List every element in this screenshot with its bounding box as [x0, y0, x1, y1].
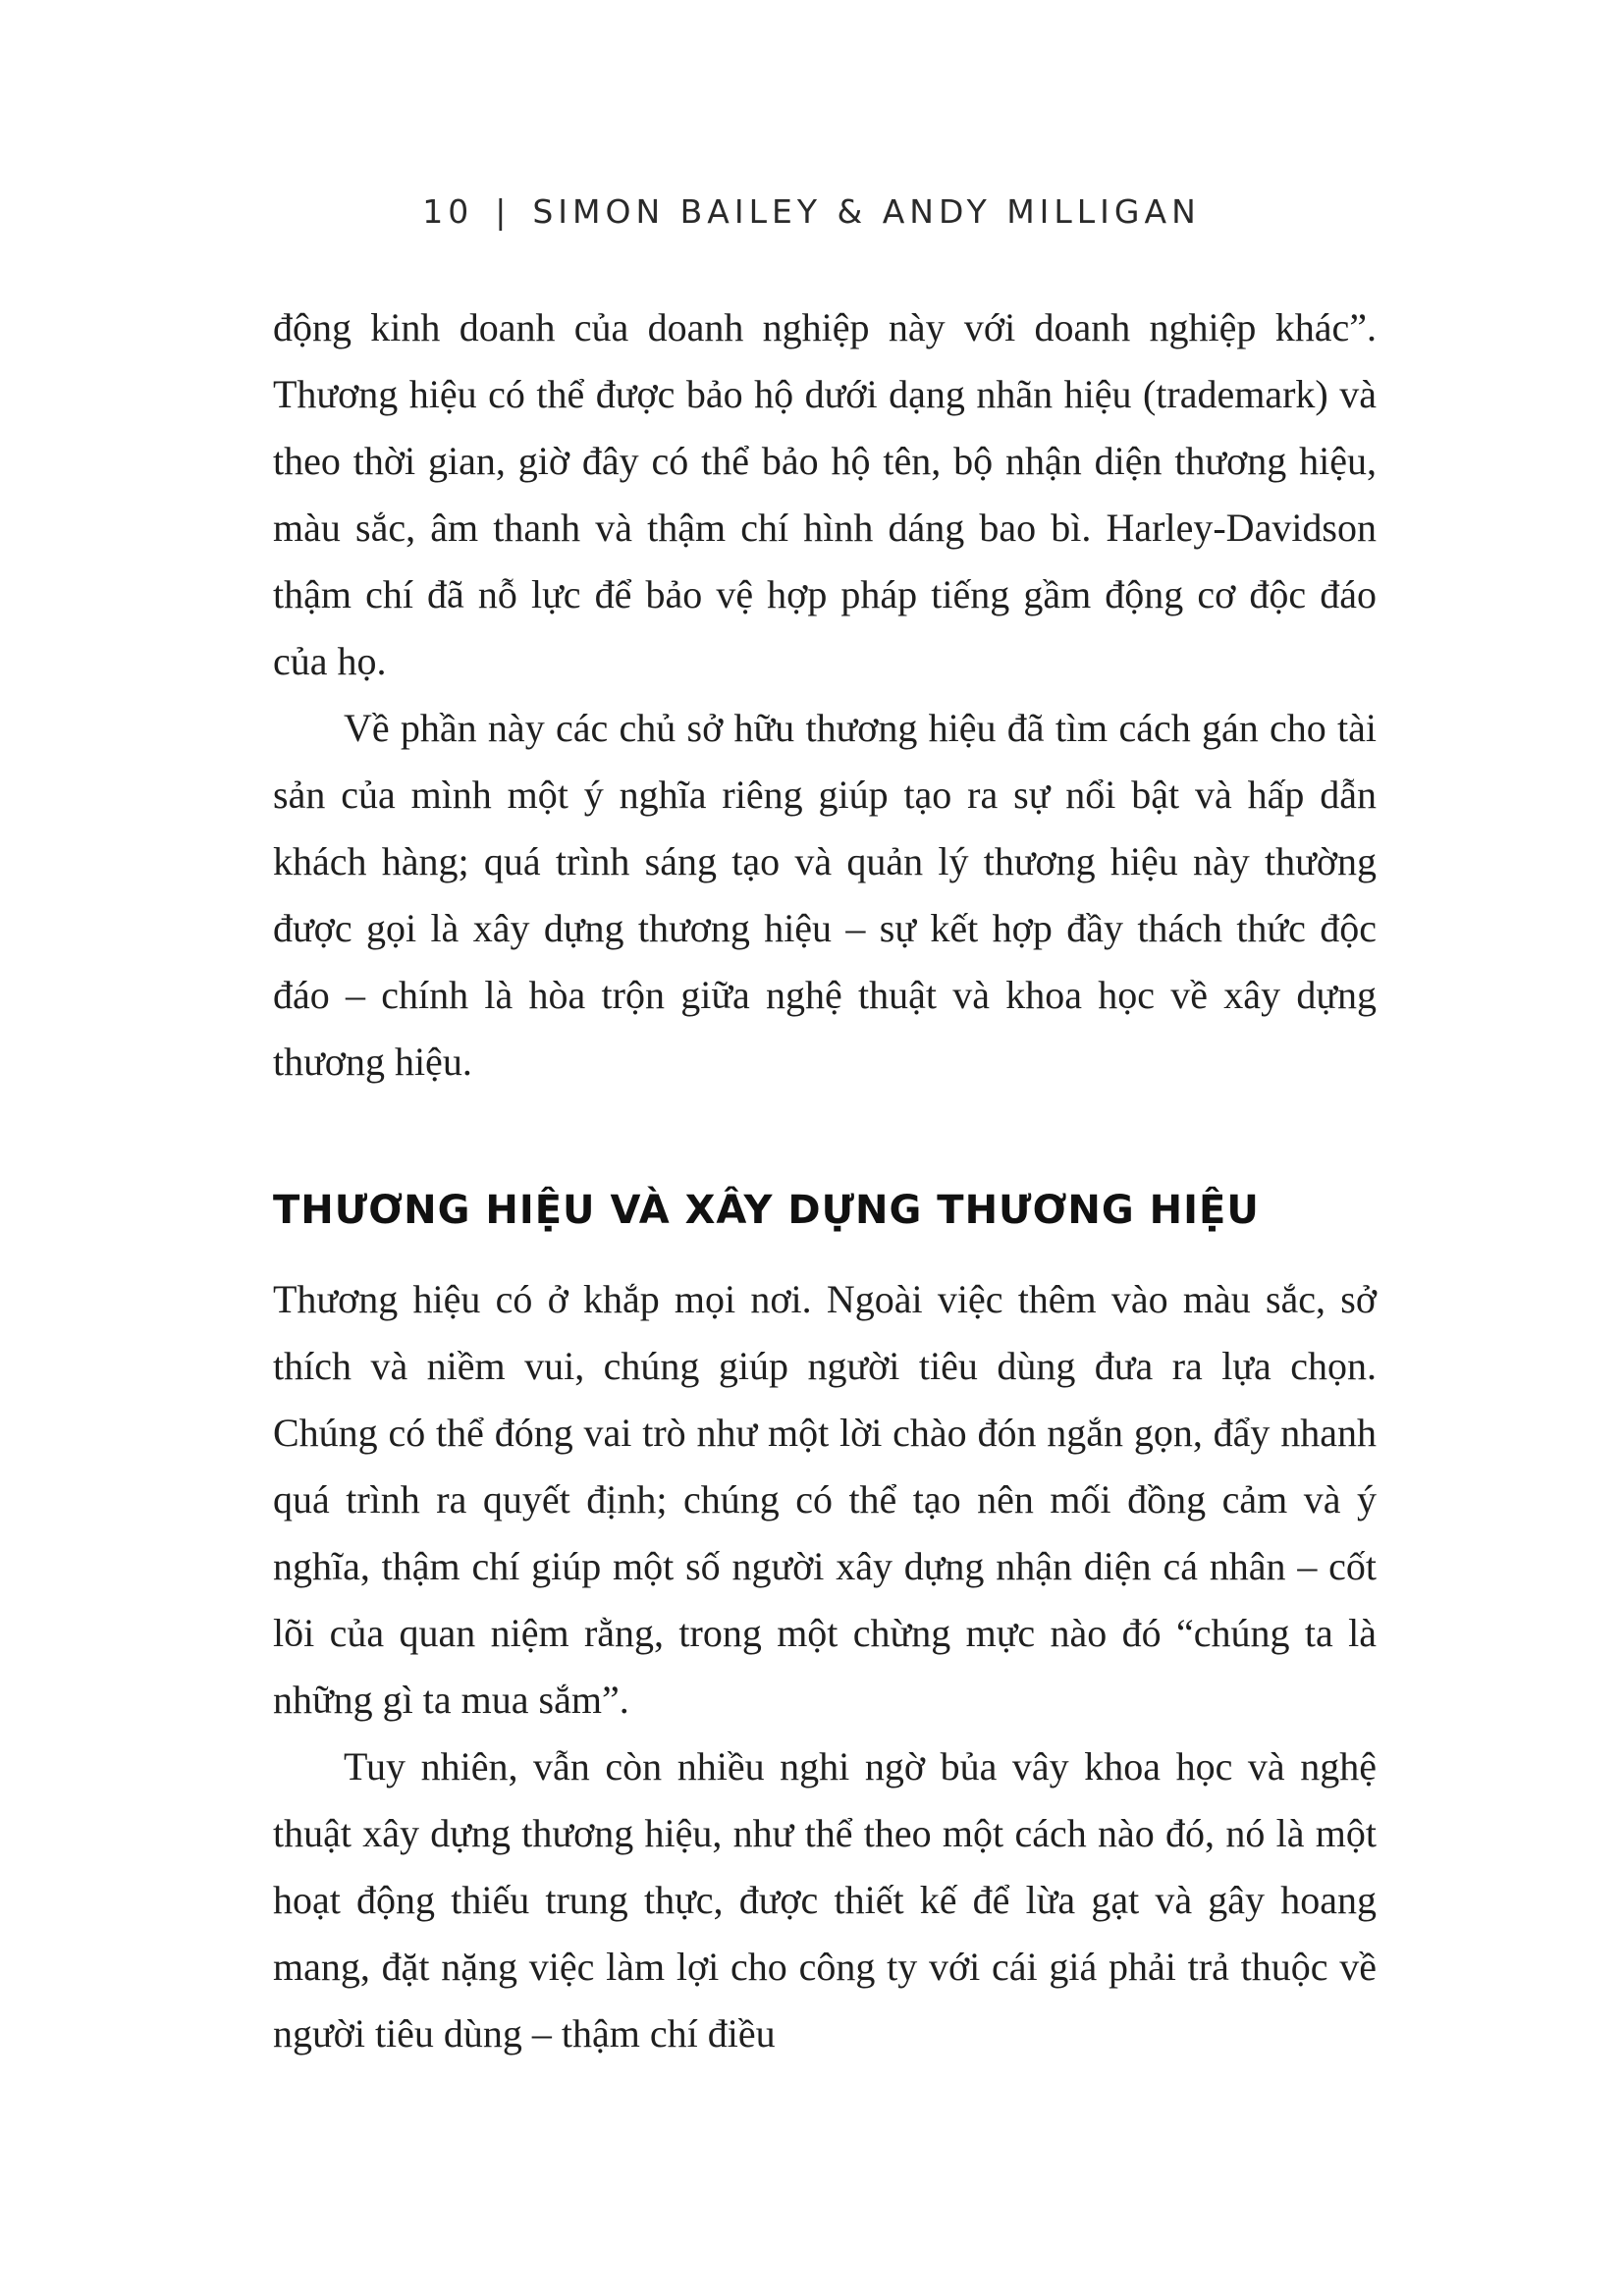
paragraph: Thương hiệu có ở khắp mọi nơi. Ngoài việc thêm vào màu sắc, sở thích và niềm vui, chúng giúp người tiêu dùng đưa ra lựa chọn. Chúng có thể đóng vai trò như một lời chào đón ngắn gọn, đẩy nhanh quá trình ra quyết định; chúng có thể tạo nên mối đồng cảm và ý nghĩa, thậm chí giúp một số người xây dựng nhận diện cá nhân – cốt lõi của quan niệm rằng, trong một chừng mực nào đó “chúng ta là những gì ta mua sắm”. [273, 1277, 1377, 1722]
author-names: SIMON BAILEY & ANDY MILLIGAN [532, 192, 1201, 231]
paragraph: Tuy nhiên, vẫn còn nhiều nghi ngờ bủa vây khoa học và nghệ thuật xây dựng thương hiệu, như thể theo một cách nào đó, nó là một hoạt động thiếu trung thực, được thiết kế để lừa gạt và gây hoang mang, đặt nặng việc làm lợi cho công ty với cái giá phải trả thuộc về người tiêu dùng – thậm chí điều [273, 1744, 1377, 2056]
paragraph: động kinh doanh của doanh nghiệp này với doanh nghiệp khác”. Thương hiệu có thể được bảo hộ dưới dạng nhãn hiệu (trademark) và theo thời gian, giờ đây có thể bảo hộ tên, bộ nhận diện thương hiệu, màu sắc, âm thanh và thậm chí hình dáng bao bì. Harley-Davidson thậm chí đã nỗ lực để bảo vệ hợp pháp tiếng gầm động cơ độc đáo của họ. [273, 305, 1377, 683]
section-text [273, 1266, 1377, 2067]
header-separator: | [495, 192, 512, 231]
running-head [0, 192, 1623, 231]
paragraph: Về phần này các chủ sở hữu thương hiệu đã tìm cách gán cho tài sản của mình một ý nghĩa riêng giúp tạo ra sự nổi bật và hấp dẫn khách hàng; quá trình sáng tạo và quản lý thương hiệu này thường được gọi là xây dựng thương hiệu – sự kết hợp đầy thách thức độc đáo – chính là hòa trộn giữa nghệ thuật và khoa học về xây dựng thương hiệu. [273, 706, 1377, 1084]
section-heading: THƯƠNG HIỆU VÀ XÂY DỰNG THƯƠNG HIỆU [273, 1188, 1260, 1233]
page-number: 10 [422, 192, 474, 231]
intro-text [273, 294, 1377, 1095]
